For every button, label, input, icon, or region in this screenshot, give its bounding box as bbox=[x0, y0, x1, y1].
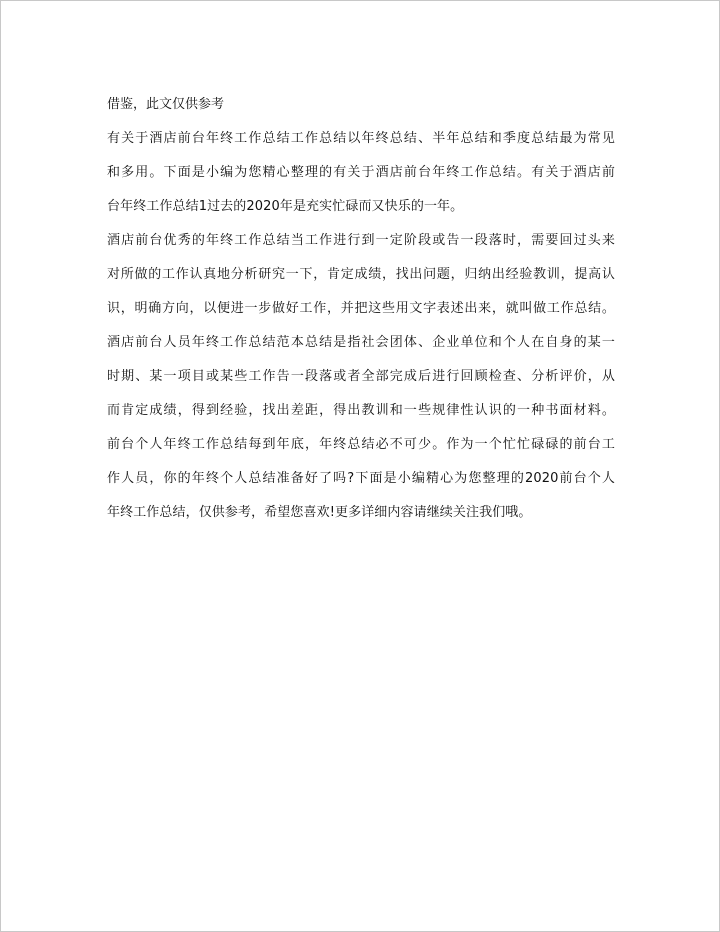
paragraph-line: 年终工作总结，仅供参考，希望您喜欢!更多详细内容请继续关注我们哦。 bbox=[107, 505, 532, 520]
paragraph-line: 时期、某一项目或某些工作告一段落或者全部完成后进行回顾检查、分析评价，从 bbox=[107, 369, 615, 384]
paragraph-line: 台年终工作总结1过去的2020年是充实忙碌而又快乐的一年。 bbox=[107, 199, 464, 214]
paragraph-line: 作人员，你的年终个人总结准备好了吗?下面是小编精心为您整理的2020前台个人 bbox=[107, 471, 615, 486]
paragraph-line: 对所做的工作认真地分析研究一下，肯定成绩，找出问题，归纳出经验教训，提高认 bbox=[107, 267, 615, 282]
paragraph-line: 酒店前台优秀的年终工作总结当工作进行到一定阶段或告一段落时，需要回过头来 bbox=[107, 233, 615, 248]
paragraph-line: 而肯定成绩，得到经验，找出差距，得出教训和一些规律性认识的一种书面材料。 bbox=[107, 403, 615, 418]
paragraph-line: 前台个人年终工作总结每到年底，年终总结必不可少。作为一个忙忙碌碌的前台工 bbox=[107, 437, 615, 452]
document-body bbox=[107, 95, 615, 537]
document-heading: 借鉴，此文仅供参考 bbox=[107, 97, 225, 112]
paragraph-line: 酒店前台人员年终工作总结范本总结是指社会团体、企业单位和个人在自身的某一 bbox=[107, 335, 615, 350]
paragraph-line: 识，明确方向，以便进一步做好工作，并把这些用文字表述出来，就叫做工作总结。 bbox=[107, 301, 615, 316]
paragraph-line: 和多用。下面是小编为您精心整理的有关于酒店前台年终工作总结。有关于酒店前 bbox=[107, 165, 615, 180]
paragraph-line: 有关于酒店前台年终工作总结工作总结以年终总结、半年总结和季度总结最为常见 bbox=[107, 131, 615, 146]
